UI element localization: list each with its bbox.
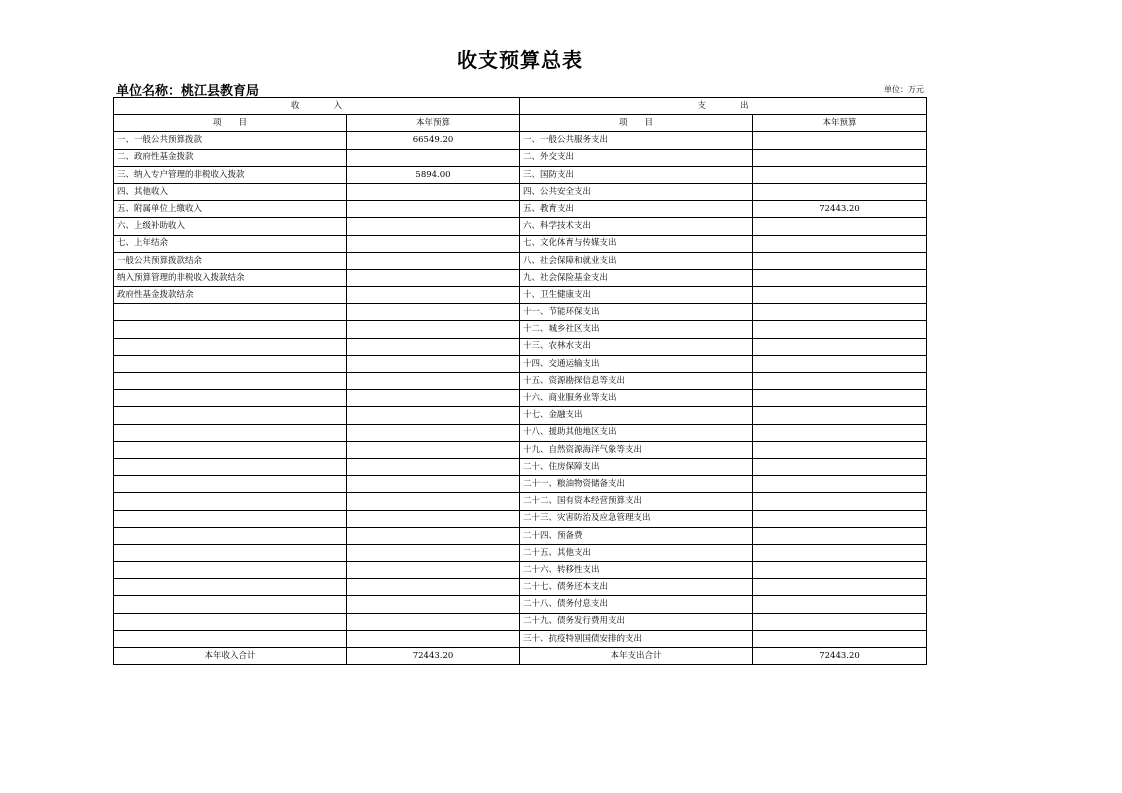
- income-item-cell: [114, 355, 347, 372]
- table-row: [114, 304, 927, 321]
- expense-item-cell: 十八、援助其他地区支出: [520, 424, 753, 441]
- income-value-cell: [347, 218, 520, 235]
- unit-name: 单位名称：桃江县教育局: [116, 84, 260, 99]
- income-item-cell: 一般公共预算拨款结余: [114, 252, 347, 269]
- section-header-row: [114, 98, 927, 115]
- income-item-cell: [114, 476, 347, 493]
- expense-value-cell: [753, 183, 927, 200]
- table-row: [114, 166, 927, 183]
- expense-value-cell: [753, 373, 927, 390]
- income-item-cell: [114, 596, 347, 613]
- unit-label: 单位：万元: [884, 85, 924, 94]
- income-item-cell: [114, 407, 347, 424]
- income-value-cell: [347, 441, 520, 458]
- income-value-cell: [347, 373, 520, 390]
- expense-value-cell: [753, 132, 927, 149]
- table-row: [114, 338, 927, 355]
- expense-value-cell: [753, 510, 927, 527]
- expense-value-cell: [753, 493, 927, 510]
- income-value-cell: [347, 544, 520, 561]
- income-item-cell: [114, 613, 347, 630]
- table-row: [114, 630, 927, 647]
- expense-value-cell: [753, 321, 927, 338]
- table-row: [114, 579, 927, 596]
- expense-value-cell: [753, 235, 927, 252]
- table-row: [114, 596, 927, 613]
- table-row: [114, 269, 927, 286]
- table-row: [114, 355, 927, 372]
- expense-value-cell: [753, 287, 927, 304]
- table-row: [114, 149, 927, 166]
- income-total-label: 本年收入合计: [114, 648, 347, 665]
- table-row: [114, 407, 927, 424]
- expense-item-cell: 二十七、债务还本支出: [520, 579, 753, 596]
- expense-value-cell: [753, 579, 927, 596]
- expense-item-cell: 二十六、转移性支出: [520, 562, 753, 579]
- expense-item-cell: 三十、抗疫特别国债安排的支出: [520, 630, 753, 647]
- expense-value-cell: [753, 407, 927, 424]
- expense-value-cell: [753, 544, 927, 561]
- expense-section-header: 支 出: [520, 98, 927, 115]
- expense-item-cell: 二十九、债务发行费用支出: [520, 613, 753, 630]
- expense-item-cell: 五、教育支出: [520, 201, 753, 218]
- expense-value-cell: [753, 218, 927, 235]
- income-value-cell: [347, 201, 520, 218]
- income-value-cell: [347, 510, 520, 527]
- expense-item-cell: 十九、自然资源海洋气象等支出: [520, 441, 753, 458]
- income-value-cell: [347, 407, 520, 424]
- income-item-cell: 五、附属单位上缴收入: [114, 201, 347, 218]
- expense-item-cell: 二十四、预备费: [520, 527, 753, 544]
- income-item-cell: 一、一般公共预算拨款: [114, 132, 347, 149]
- table-row: [114, 510, 927, 527]
- table-row: [114, 527, 927, 544]
- income-value-cell: [347, 287, 520, 304]
- income-item-cell: [114, 562, 347, 579]
- income-item-cell: 七、上年结余: [114, 235, 347, 252]
- table-row: [114, 493, 927, 510]
- expense-value-cell: [753, 458, 927, 475]
- expense-item-cell: 十三、农林水支出: [520, 338, 753, 355]
- table-row: [114, 218, 927, 235]
- income-value-cell: [347, 355, 520, 372]
- expense-value-cell: [753, 355, 927, 372]
- expense-item-header: 项 目: [520, 115, 753, 132]
- expense-item-cell: 二十一、粮油物资储备支出: [520, 476, 753, 493]
- page-title: 收支预算总表: [457, 48, 583, 72]
- expense-item-cell: 四、公共安全支出: [520, 183, 753, 200]
- income-value-cell: [347, 562, 520, 579]
- income-item-cell: [114, 510, 347, 527]
- expense-item-cell: 十二、城乡社区支出: [520, 321, 753, 338]
- income-item-cell: [114, 579, 347, 596]
- income-item-cell: 三、纳入专户管理的非税收入拨款: [114, 166, 347, 183]
- income-total-value: 72443.20: [347, 648, 520, 665]
- totals-row: [114, 648, 927, 665]
- income-item-cell: 六、上级补助收入: [114, 218, 347, 235]
- income-item-cell: 纳入预算管理的非税收入拨款结余: [114, 269, 347, 286]
- expense-item-cell: 二十、住房保障支出: [520, 458, 753, 475]
- expense-value-cell: [753, 476, 927, 493]
- income-item-cell: [114, 527, 347, 544]
- income-value-cell: [347, 390, 520, 407]
- table-row: [114, 183, 927, 200]
- expense-value-cell: [753, 596, 927, 613]
- expense-item-cell: 二十二、国有资本经营预算支出: [520, 493, 753, 510]
- income-item-cell: 四、其他收入: [114, 183, 347, 200]
- income-value-cell: [347, 458, 520, 475]
- budget-table: [113, 97, 927, 665]
- table-row: [114, 287, 927, 304]
- expense-item-cell: 三、国防支出: [520, 166, 753, 183]
- income-value-cell: [347, 321, 520, 338]
- expense-item-cell: 二十五、其他支出: [520, 544, 753, 561]
- expense-item-cell: 十一、节能环保支出: [520, 304, 753, 321]
- income-item-cell: [114, 304, 347, 321]
- expense-total-label: 本年支出合计: [520, 648, 753, 665]
- income-item-cell: [114, 390, 347, 407]
- income-value-cell: [347, 613, 520, 630]
- table-row: [114, 252, 927, 269]
- table-body: [114, 132, 927, 648]
- table-row: [114, 390, 927, 407]
- table-row: [114, 613, 927, 630]
- table-row: [114, 544, 927, 561]
- expense-budget-header: 本年预算: [753, 115, 927, 132]
- table-row: [114, 201, 927, 218]
- expense-item-cell: 六、科学技术支出: [520, 218, 753, 235]
- expense-item-cell: 二十三、灾害防治及应急管理支出: [520, 510, 753, 527]
- expense-total-value: 72443.20: [753, 648, 927, 665]
- table-row: [114, 562, 927, 579]
- income-item-cell: 政府性基金拨款结余: [114, 287, 347, 304]
- expense-value-cell: [753, 630, 927, 647]
- income-budget-header: 本年预算: [347, 115, 520, 132]
- income-item-cell: [114, 630, 347, 647]
- expense-value-cell: [753, 166, 927, 183]
- income-item-cell: [114, 338, 347, 355]
- income-value-cell: [347, 269, 520, 286]
- income-value-cell: 66549.20: [347, 132, 520, 149]
- expense-item-cell: 十七、金融支出: [520, 407, 753, 424]
- expense-value-cell: [753, 527, 927, 544]
- income-value-cell: [347, 493, 520, 510]
- expense-value-cell: [753, 252, 927, 269]
- expense-value-cell: [753, 149, 927, 166]
- income-item-cell: [114, 424, 347, 441]
- income-item-cell: [114, 458, 347, 475]
- income-value-cell: [347, 424, 520, 441]
- income-item-cell: [114, 493, 347, 510]
- income-value-cell: 5894.00: [347, 166, 520, 183]
- income-item-cell: [114, 321, 347, 338]
- table-row: [114, 476, 927, 493]
- income-value-cell: [347, 527, 520, 544]
- expense-item-cell: 一、一般公共服务支出: [520, 132, 753, 149]
- income-value-cell: [347, 579, 520, 596]
- table-row: [114, 235, 927, 252]
- income-item-cell: [114, 544, 347, 561]
- table-row: [114, 321, 927, 338]
- expense-value-cell: [753, 390, 927, 407]
- income-section-header: 收 入: [114, 98, 520, 115]
- expense-item-cell: 二、外交支出: [520, 149, 753, 166]
- income-item-cell: [114, 441, 347, 458]
- expense-item-cell: 九、社会保险基金支出: [520, 269, 753, 286]
- income-value-cell: [347, 149, 520, 166]
- income-value-cell: [347, 596, 520, 613]
- income-item-cell: 二、政府性基金拨款: [114, 149, 347, 166]
- expense-item-cell: 七、文化体育与传媒支出: [520, 235, 753, 252]
- income-value-cell: [347, 304, 520, 321]
- table-row: [114, 373, 927, 390]
- table-row: [114, 441, 927, 458]
- income-item-header: 项 目: [114, 115, 347, 132]
- expense-value-cell: [753, 304, 927, 321]
- income-value-cell: [347, 252, 520, 269]
- income-value-cell: [347, 183, 520, 200]
- expense-item-cell: 八、社会保障和就业支出: [520, 252, 753, 269]
- expense-value-cell: [753, 269, 927, 286]
- income-value-cell: [347, 235, 520, 252]
- income-value-cell: [347, 338, 520, 355]
- income-item-cell: [114, 373, 347, 390]
- expense-value-cell: [753, 338, 927, 355]
- expense-item-cell: 十四、交通运输支出: [520, 355, 753, 372]
- expense-value-cell: 72443.20: [753, 201, 927, 218]
- expense-value-cell: [753, 562, 927, 579]
- expense-item-cell: 十五、资源勘探信息等支出: [520, 373, 753, 390]
- expense-value-cell: [753, 441, 927, 458]
- table-row: [114, 458, 927, 475]
- expense-value-cell: [753, 424, 927, 441]
- column-header-row: [114, 115, 927, 132]
- expense-item-cell: 二十八、债务付息支出: [520, 596, 753, 613]
- expense-value-cell: [753, 613, 927, 630]
- expense-item-cell: 十六、商业服务业等支出: [520, 390, 753, 407]
- income-value-cell: [347, 476, 520, 493]
- expense-item-cell: 十、卫生健康支出: [520, 287, 753, 304]
- table-row: [114, 424, 927, 441]
- income-value-cell: [347, 630, 520, 647]
- table-row: [114, 132, 927, 149]
